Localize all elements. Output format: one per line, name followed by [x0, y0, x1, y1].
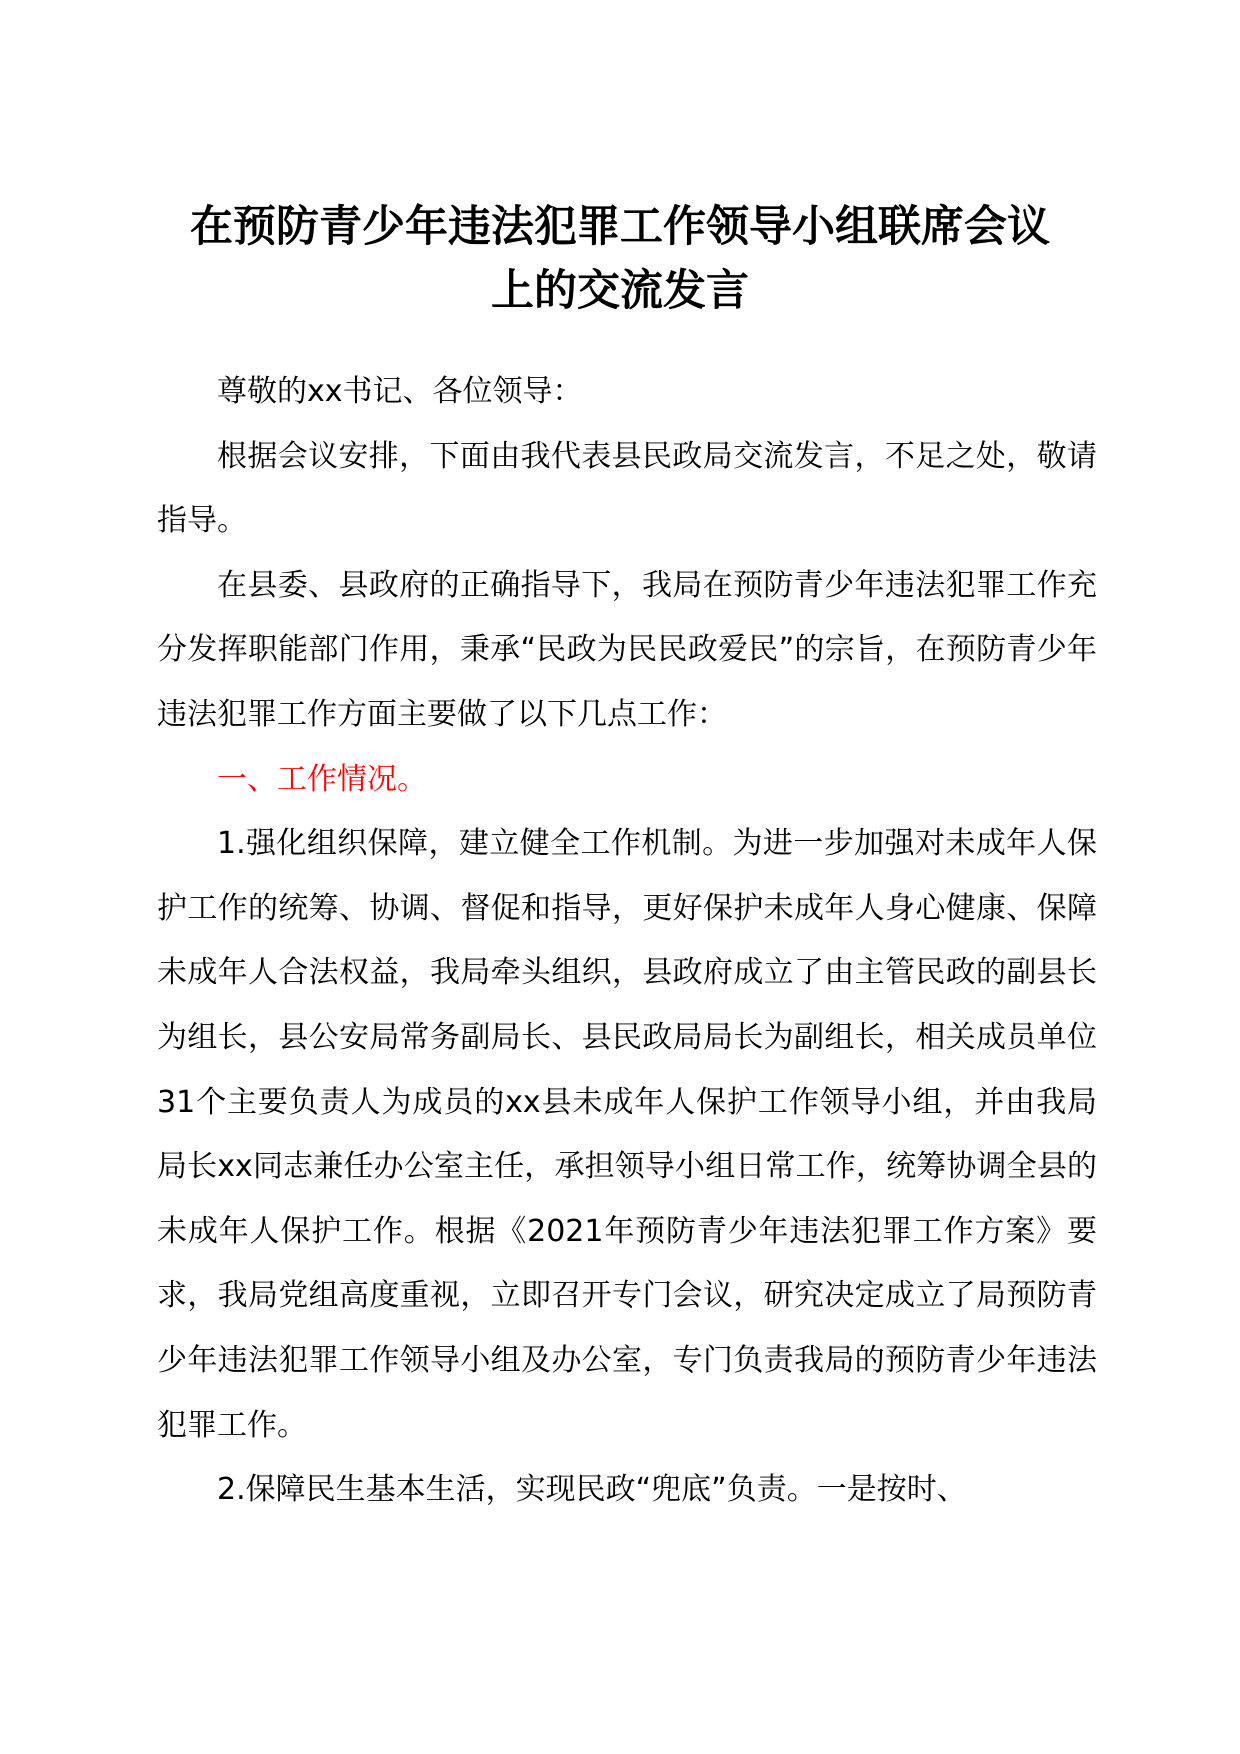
title-line-2: 上的交流发言	[491, 266, 749, 316]
salutation: 尊敬的xx书记、各位领导：	[217, 374, 583, 409]
document-body	[157, 360, 1097, 1523]
body-paragraph-1: 1.强化组织保障，建立健全工作机制。为进一步加强对未成年人保护工作的统筹、协调、督促和指导，更好保护未成年人身心健康、保障未成年人合法权益，我局牵头组织，县政府成立了由主管民政的副县长为组长，县公安局常务副局长、县民政局局长为副组长，相关成员单位31个主要负责人为成员的xx县未成年人保护工作领导小组，并由我局局长xx同志兼任办公室主任，承担领导小组日常工作，统筹协调全县的未成年人保护工作。根据《2021年预防青少年违法犯罪工作方案》要求，我局党组高度重视，立即召开专门会议，研究决定成立了局预防青少年违法犯罪工作领导小组及办公室，专门负责我局的预防青少年违法犯罪工作。	[157, 826, 1097, 1443]
section-heading: 一、工作情况。	[217, 761, 427, 797]
body-paragraph-2: 2.保障民生基本生活，实现民政“兜底”负责。一是按时、	[217, 1472, 967, 1508]
intro-paragraph: 在县委、县政府的正确指导下，我局在预防青少年违法犯罪工作充分发挥职能部门作用，秉承“民政为民民政爱民”的宗旨，在预防青少年违法犯罪工作方面主要做了以下几点工作：	[157, 567, 1097, 732]
opening-paragraph: 根据会议安排，下面由我代表县民政局交流发言，不足之处，敬请指导。	[157, 438, 1097, 539]
title-line-1: 在预防青少年违法犯罪工作领导小组联席会议	[190, 202, 1050, 252]
document-title	[150, 195, 1090, 323]
